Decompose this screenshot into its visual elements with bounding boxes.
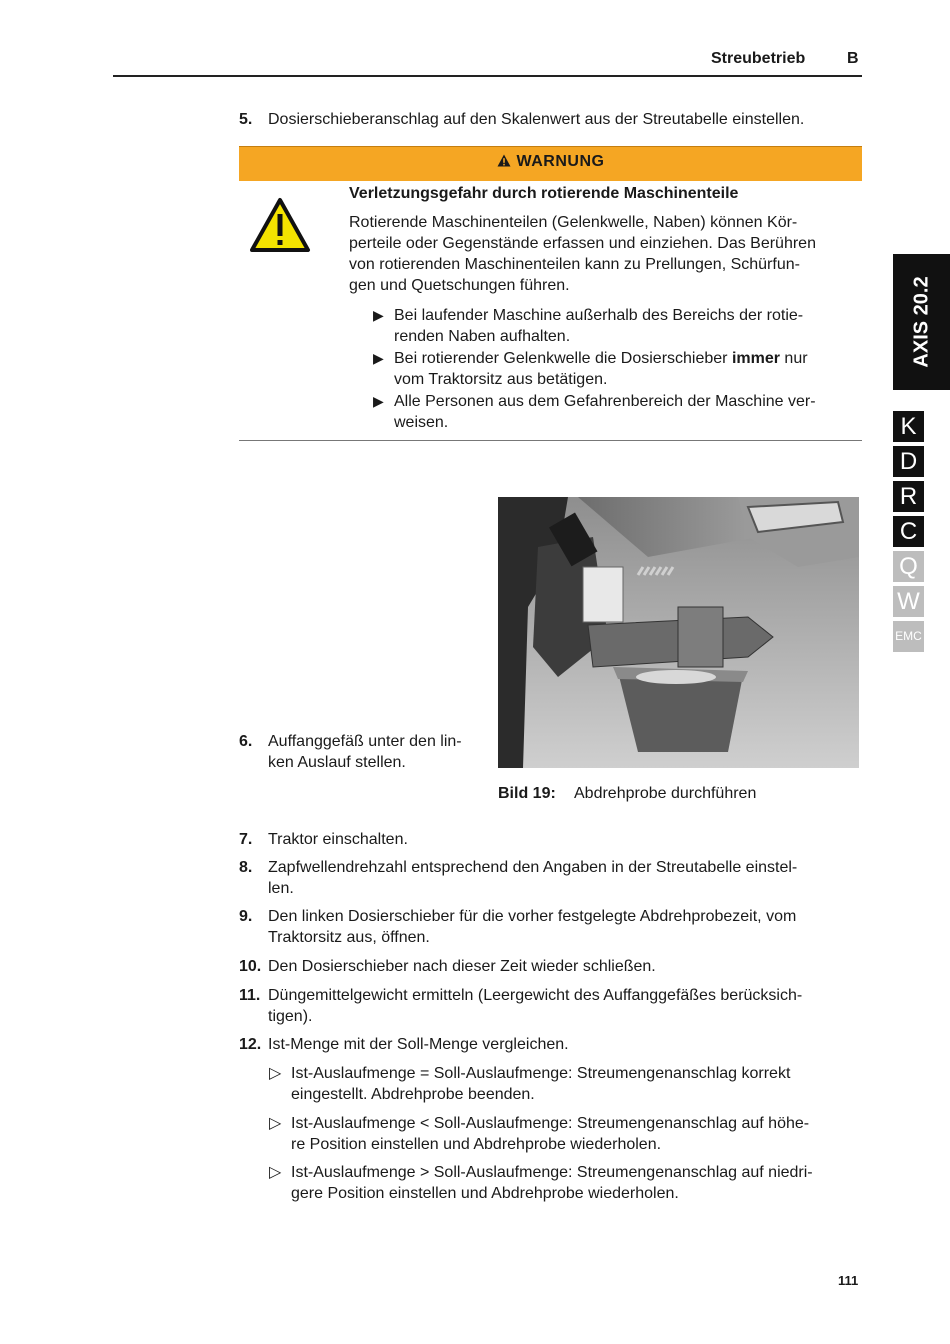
step-text-line: Düngemittelgewicht ermitteln (Leergewicht des Auffanggefäßes berücksich- [268, 987, 803, 1004]
figure-label: Bild 19: [498, 785, 556, 802]
warning-heading: Verletzungsgefahr durch rotierende Maschinenteile [349, 185, 739, 202]
step-number: 11. [239, 987, 261, 1004]
step-9 [239, 906, 859, 948]
step-text-line: Den linken Dosierschieber für die vorher festgelegte Abdrehprobezeit, vom [268, 908, 797, 925]
warning-body-line: von rotierenden Maschinenteilen kann zu Prellungen, Schürfun- [349, 256, 800, 273]
bullet-line: renden Naben aufhalten. [394, 328, 571, 345]
warning-bottom-rule [239, 440, 862, 441]
tab-letter-w: W [893, 586, 924, 617]
result-arrow-icon: ▷ [269, 1065, 282, 1082]
bullet-line: Bei rotierender Gelenkwelle die Dosierschieber immer nur [394, 350, 808, 367]
step-text-line: tigen). [268, 1008, 313, 1025]
warning-label [239, 146, 862, 180]
step-text-line: Auffanggefäß unter den lin- [268, 733, 462, 750]
bullet-line: Bei laufender Maschine außerhalb des Bereichs der rotie- [394, 307, 804, 324]
figure-photo [498, 497, 859, 768]
section-letter: B [847, 50, 859, 67]
product-tab [893, 254, 950, 390]
warning-body [349, 212, 859, 296]
warning-triangle-icon [249, 197, 311, 253]
step-5 [239, 109, 859, 130]
result-arrow-icon: ▷ [269, 1164, 282, 1181]
warning-body-line: Rotierende Maschinenteilen (Gelenkwelle, Naben) können Kör- [349, 214, 798, 231]
step-text-line: Ist-Menge mit der Soll-Menge vergleichen. [268, 1036, 569, 1053]
step-number: 6. [239, 733, 253, 750]
warning-small-icon [497, 154, 511, 167]
warning-body-line: perteile oder Gegenstände erfassen und einziehen. Das Berühren [349, 235, 816, 252]
bullet-arrow-icon: ▶ [373, 350, 384, 366]
tab-letter-d: D [893, 446, 924, 477]
bullet-arrow-icon: ▶ [373, 393, 384, 409]
tab-letter-r: R [893, 481, 924, 512]
result-line: Ist-Auslaufmenge > Soll-Auslaufmenge: Streumengenanschlag auf niedri- [291, 1164, 813, 1181]
step-number: 7. [239, 831, 253, 848]
tab-letter-k: K [893, 411, 924, 442]
result-arrow-icon: ▷ [269, 1115, 282, 1132]
result-line: eingestellt. Abdrehprobe beenden. [291, 1086, 535, 1103]
tab-emc: EMC [893, 621, 924, 652]
tab-letter-c: C [893, 516, 924, 547]
result-line: Ist-Auslaufmenge = Soll-Auslaufmenge: Streumengenanschlag korrekt [291, 1065, 791, 1082]
result-line: Ist-Auslaufmenge < Soll-Auslaufmenge: Streumengenanschlag auf höhe- [291, 1115, 810, 1132]
bullet-line: vom Traktorsitz aus betätigen. [394, 371, 608, 388]
warning-bullet [373, 305, 853, 347]
step-number: 5. [239, 111, 253, 128]
product-tab-label: AXIS 20.2 [910, 276, 932, 368]
bullet-line: weisen. [394, 414, 449, 431]
step-text: Dosierschieberanschlag auf den Skalenwert aus der Streutabelle einstellen. [268, 111, 805, 128]
header-rule [113, 75, 862, 77]
result-item [269, 1162, 861, 1204]
step-text-line: Traktor einschalten. [268, 831, 408, 848]
step-11 [239, 985, 859, 1027]
step-10 [239, 956, 859, 977]
warning-bullet [373, 348, 853, 390]
warning-bullet [373, 391, 853, 433]
step-number: 8. [239, 859, 253, 876]
step-8 [239, 857, 859, 899]
result-item [269, 1063, 861, 1105]
step-text-line: Zapfwellendrehzahl entsprechend den Angaben in der Streutabelle einstel- [268, 859, 798, 876]
emphasis: immer [731, 350, 780, 367]
step-text-line: len. [268, 880, 294, 897]
step-12 [239, 1034, 859, 1055]
step-6 [239, 731, 489, 773]
bullet-line: Alle Personen aus dem Gefahrenbereich der Maschine ver- [394, 393, 816, 410]
bullet-arrow-icon: ▶ [373, 307, 384, 323]
result-line: gere Position einstellen und Abdrehprobe wiederholen. [291, 1185, 679, 1202]
result-item [269, 1113, 861, 1155]
step-text-line: ken Auslauf stellen. [268, 754, 406, 771]
step-text-line: Traktorsitz aus, öffnen. [268, 929, 430, 946]
step-7 [239, 829, 859, 850]
warning-body-line: gen und Quetschungen führen. [349, 277, 570, 294]
step-text-line: Den Dosierschieber nach dieser Zeit wieder schließen. [268, 958, 656, 975]
figure-caption: Abdrehprobe durchführen [574, 785, 757, 802]
step-number: 9. [239, 908, 253, 925]
section-title: Streubetrieb [711, 50, 806, 67]
step-number: 10. [239, 958, 262, 975]
page-number: 111 [838, 1273, 859, 1288]
warning-label-text: WARNUNG [516, 153, 605, 170]
step-number: 12. [239, 1036, 262, 1053]
tab-letter-q: Q [893, 551, 924, 582]
result-line: re Position einstellen und Abdrehprobe wiederholen. [291, 1136, 662, 1153]
